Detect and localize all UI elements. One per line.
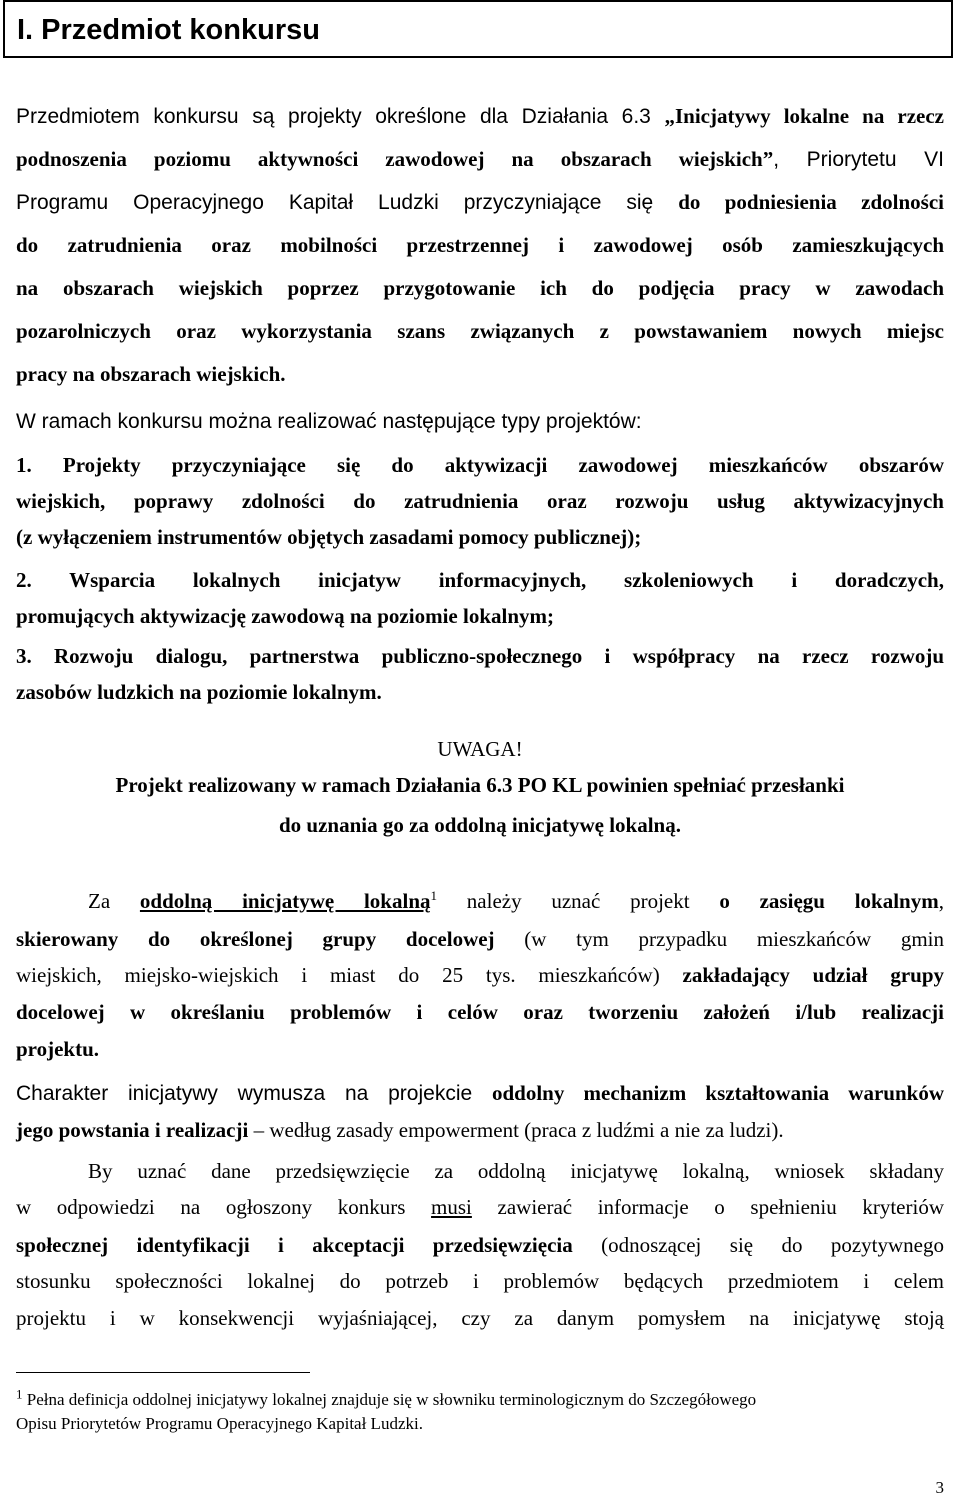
list-item: 2. Wsparcia lokalnych inicjatyw informacyjnych, szkoleniowych i doradczych,: [16, 568, 944, 592]
warning-text: Projekt realizowany w ramach Działania 6.3 PO KL powinien spełniać przesłanki: [115, 773, 845, 797]
warning-text: do uznania go za oddolną inicjatywę lokalną.: [279, 813, 681, 837]
intro-text: , Priorytetu VI: [773, 148, 944, 171]
footnote-ref: 1: [430, 888, 438, 903]
intro-text: Przedmiotem konkursu są projekty określone dla Działania 6.3: [16, 105, 665, 128]
intro-bold: pozarolniczych oraz wykorzystania szans związanych z powstawaniem nowych miejsc: [16, 319, 944, 343]
warning-title: UWAGA!: [437, 737, 523, 761]
list-item: 3. Rozwoju dialogu, partnerstwa publiczno-społecznego i współpracy na rzecz rozwoju: [16, 644, 944, 668]
intro-bold: podnoszenia poziomu aktywności zawodowej na obszarach wiejskich”: [16, 147, 774, 171]
intro-bold: do zatrudnienia oraz mobilności przestrzennej i zawodowej osób zamieszkujących: [16, 233, 944, 257]
emphasis-musi: musi: [431, 1195, 472, 1219]
footnote-mark: 1: [16, 1386, 23, 1402]
defined-term: oddolną inicjatywę lokalną: [139, 889, 431, 913]
page-number: 3: [935, 1478, 944, 1497]
list-item: (z wyłączeniem instrumentów objętych zasadami pomocy publicznej);: [16, 525, 642, 549]
intro-text: Programu Operacyjnego Kapitał Ludzki przyczyniające się: [16, 191, 679, 214]
list-item: 1. Projekty przyczyniające się do aktywizacji zawodowej mieszkańców obszarów: [16, 453, 944, 477]
list-item: zasobów ludzkich na poziomie lokalnym.: [16, 680, 382, 704]
intro-bold: na obszarach wiejskich poprzez przygotowanie ich do podjęcia pracy w zawodach: [16, 276, 944, 300]
intro-bold: „Inicjatywy lokalne na rzecz: [664, 104, 944, 128]
list-item: wiejskich, poprawy zdolności do zatrudnienia oraz rozwoju usług aktywizacyjnych: [16, 489, 944, 513]
section-heading: I. Przedmiot konkursu: [3, 0, 953, 58]
types-intro: W ramach konkursu można realizować następujące typy projektów:: [16, 410, 642, 433]
intro-bold: pracy na obszarach wiejskich.: [16, 362, 286, 386]
list-item: promujących aktywizację zawodową na poziomie lokalnym;: [16, 604, 554, 628]
intro-bold: do podniesienia zdolności: [678, 190, 944, 214]
footnote-divider: [16, 1372, 310, 1373]
